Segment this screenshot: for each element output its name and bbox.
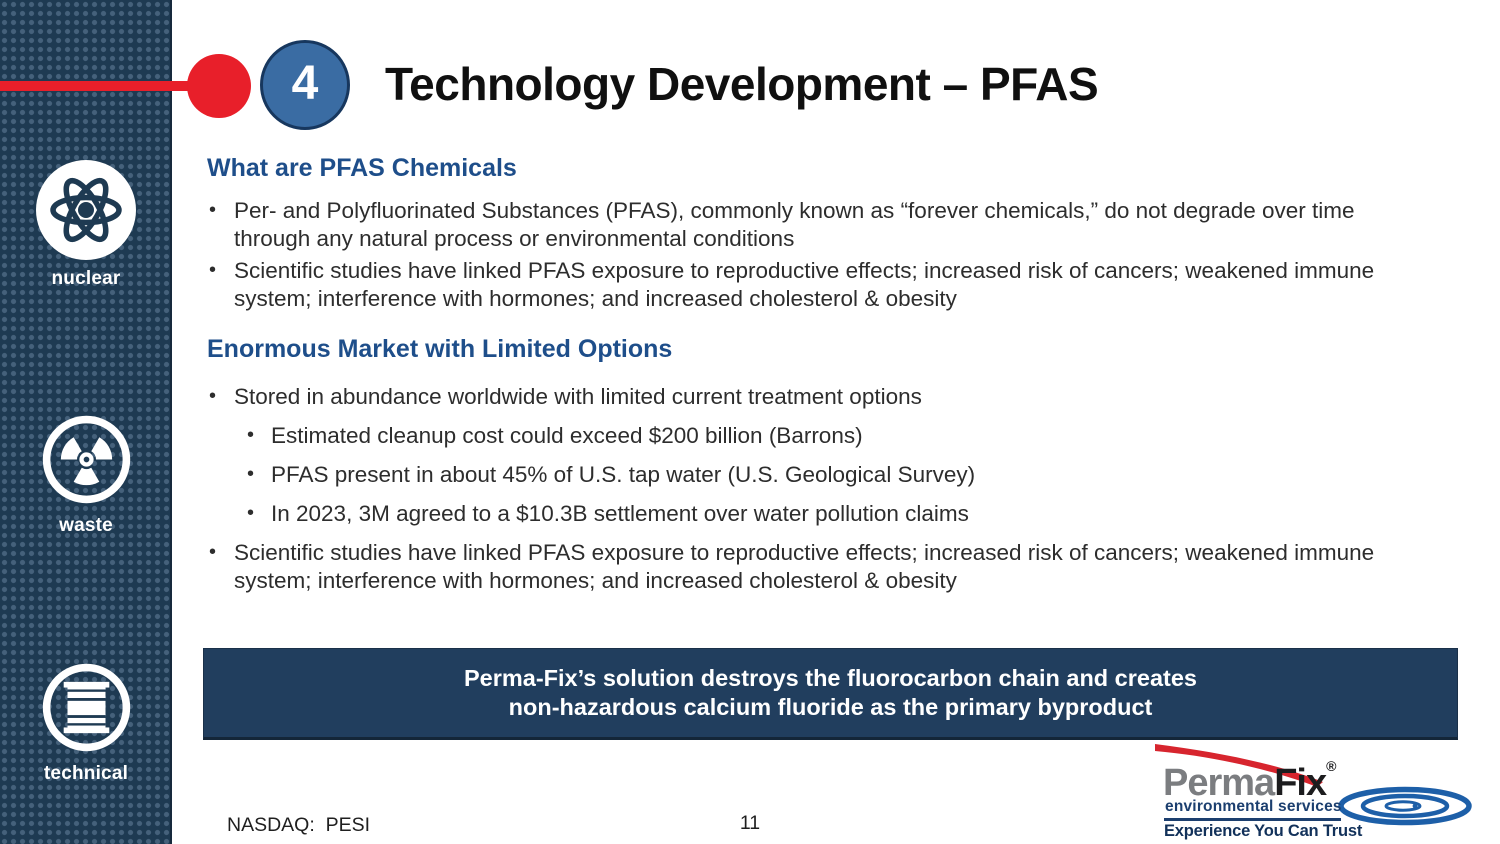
bullet-text: Estimated cleanup cost could exceed $200 billion (Barrons) — [271, 423, 863, 448]
radiation-icon — [39, 494, 134, 511]
sidebar-item-waste — [0, 412, 172, 537]
bullet-marker — [209, 539, 234, 594]
bullet-text: Scientific studies have linked PFAS exposure to reproductive effects; increased risk of cancers; weakened immune system; interference with hormones; and increased cholesterol & obesity — [234, 540, 1375, 593]
section-heading-enormous-market: Enormous Market with Limited Options — [207, 335, 673, 363]
page-title: Technology Development – PFAS — [385, 58, 1099, 110]
nasdaq-ticker: NASDAQ: PESI — [227, 814, 371, 836]
bullet-marker — [247, 422, 271, 450]
section-heading-what-are-pfas: What are PFAS Chemicals — [207, 154, 517, 182]
bullet-item — [209, 197, 1414, 252]
atom-icon — [36, 247, 136, 264]
bullet-text: PFAS present in about 45% of U.S. tap water (U.S. Geological Survey) — [271, 462, 976, 487]
banner-line-1: Perma-Fix’s solution destroys the fluorocarbon chain and creates — [463, 665, 1198, 691]
bullet-text: Scientific studies have linked PFAS exposure to reproductive effects; increased risk of cancers; weakened immune system; interference with hormones; and increased cholesterol & obesity — [234, 258, 1375, 311]
logo-subtitle: environmental services — [1165, 798, 1342, 815]
sidebar-item-label: waste — [59, 515, 113, 536]
permafix-logo — [1153, 742, 1483, 842]
bullet-item — [209, 257, 1414, 312]
accent-line — [0, 81, 198, 91]
bullet-marker — [209, 383, 234, 411]
page-number: 11 — [739, 812, 761, 834]
accent-dot — [187, 54, 251, 118]
bullet-item — [247, 422, 1421, 450]
bullet-text: In 2023, 3M agreed to a $10.3B settlement over water pollution claims — [271, 501, 969, 526]
logo-divider — [1164, 818, 1341, 821]
logo-tagline: Experience You Can Trust — [1164, 822, 1363, 840]
sidebar-item-nuclear — [0, 160, 172, 290]
bullet-marker — [209, 197, 234, 252]
bullet-marker — [247, 461, 271, 489]
sidebar-item-label: nuclear — [51, 268, 121, 289]
bullet-text: Stored in abundance worldwide with limited current treatment options — [234, 384, 922, 409]
sidebar-item-label: technical — [43, 763, 129, 784]
banner-line-2: non-hazardous calcium fluoride as the primary byproduct — [508, 694, 1153, 720]
logo-word-fix: Fix — [1274, 762, 1327, 804]
bullet-item — [247, 461, 1421, 489]
slide-number-badge: 4 — [260, 40, 350, 130]
sidebar-item-technical — [0, 660, 172, 785]
bullet-text: Per- and Polyfluorinated Substances (PFAS), commonly known as “forever chemicals,” do not degrade over time through any natural process or environmental conditions — [234, 198, 1355, 251]
bullet-item — [209, 383, 1414, 411]
bullet-marker — [209, 257, 234, 312]
solution-banner — [203, 648, 1458, 740]
logo-word-perma: Perma — [1163, 762, 1275, 804]
drum-icon — [39, 742, 134, 759]
bullet-item — [247, 500, 1421, 528]
bullet-marker — [247, 500, 271, 528]
registered-mark-icon: ® — [1326, 758, 1337, 774]
sidebar — [0, 0, 172, 844]
bullet-item — [209, 539, 1414, 594]
